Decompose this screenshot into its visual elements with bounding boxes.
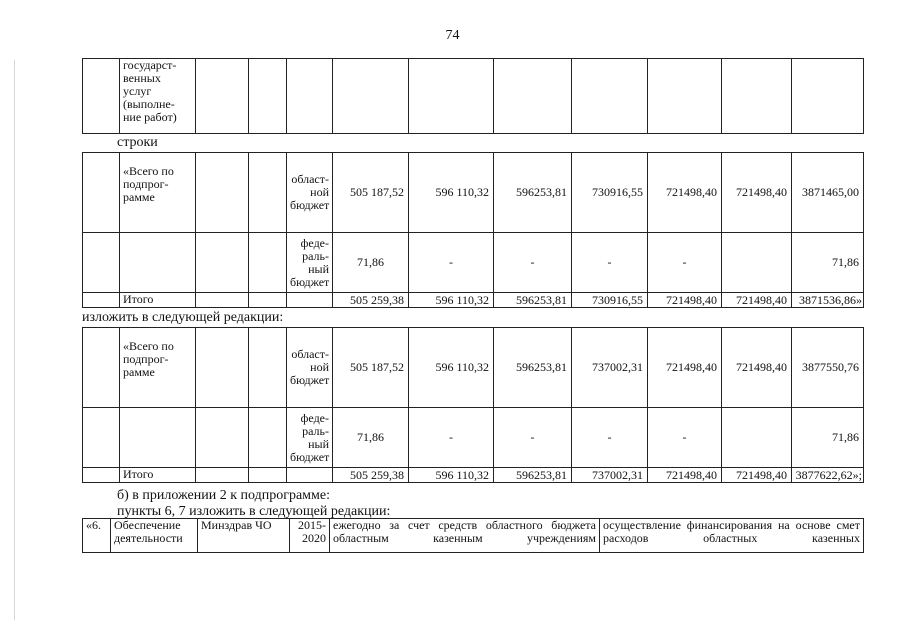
value-cell: 721498,40	[722, 468, 792, 483]
value-cell: 596253,81	[494, 468, 572, 483]
value-cell: 596 110,32	[409, 328, 494, 408]
value-cell: 71,86	[333, 408, 409, 468]
value-cell: 505 259,38	[333, 468, 409, 483]
value-cell	[722, 408, 792, 468]
row-label-total-subprogram: «Всего по подпрог- рамме	[120, 153, 196, 233]
value-cell: 721498,40	[648, 328, 722, 408]
source-regional: област- ной бюджет	[287, 328, 333, 408]
value-cell: 3877550,76	[792, 328, 864, 408]
item-description: осуществление финансирования на основе смет расходов областных казенных	[600, 519, 864, 553]
value-cell: 3871465,00	[792, 153, 864, 233]
value-cell: -	[648, 233, 722, 293]
value-cell: 71,86	[792, 233, 864, 293]
value-cell: 596 110,32	[409, 153, 494, 233]
value-cell: 596253,81	[494, 328, 572, 408]
value-cell: 737002,31	[572, 328, 648, 408]
value-cell: 721498,40	[722, 153, 792, 233]
value-cell: -	[409, 408, 494, 468]
value-cell: 596 110,32	[409, 293, 494, 308]
row-label-itogo: Итого	[120, 293, 196, 308]
item-period: 2015-2020	[290, 519, 330, 553]
value-cell: 505 187,52	[333, 153, 409, 233]
item-executor: Минздрав ЧО	[198, 519, 290, 553]
table-row	[83, 468, 864, 483]
page-number: 74	[445, 28, 460, 43]
value-cell: 71,86	[792, 408, 864, 468]
value-cell: 721498,40	[722, 293, 792, 308]
source-regional: област- ной бюджет	[287, 153, 333, 233]
table-row	[83, 328, 864, 408]
paragraph-b: б) в приложении 2 к подпрограмме:	[117, 488, 330, 503]
label-izlozhit: изложить в следующей редакции:	[82, 310, 284, 325]
value-cell: 721498,40	[722, 328, 792, 408]
value-cell: 730916,55	[572, 153, 648, 233]
value-cell: 737002,31	[572, 468, 648, 483]
value-cell: -	[409, 233, 494, 293]
source-federal: феде- раль- ный бюджет	[287, 233, 333, 293]
table-row	[83, 233, 864, 293]
value-cell: 721498,40	[648, 468, 722, 483]
value-cell: 596 110,32	[409, 468, 494, 483]
value-cell: 3871536,86»	[792, 293, 864, 308]
item-funding: ежегодно за счет средств областного бюджета областным казенным учреждениям	[330, 519, 600, 553]
table-row	[83, 408, 864, 468]
value-cell: 505 187,52	[333, 328, 409, 408]
value-cell: 721498,40	[648, 293, 722, 308]
value-cell: -	[572, 408, 648, 468]
value-cell: 730916,55	[572, 293, 648, 308]
value-cell: 596253,81	[494, 153, 572, 233]
label-stroki: строки	[117, 135, 158, 150]
budget-table-old	[82, 152, 864, 308]
value-cell: 3877622,62»;	[792, 468, 864, 483]
scan-margin-line	[14, 60, 15, 620]
source-federal: феде- раль- ный бюджет	[287, 408, 333, 468]
row-label-itogo: Итого	[120, 468, 196, 483]
top-table	[82, 58, 864, 134]
value-cell: 596253,81	[494, 293, 572, 308]
table-row	[83, 293, 864, 308]
value-cell: 505 259,38	[333, 293, 409, 308]
item-title: Обеспечение деятельности	[111, 519, 198, 553]
budget-table-new	[82, 327, 864, 483]
value-cell: -	[494, 233, 572, 293]
value-cell: -	[648, 408, 722, 468]
item-number: «6.	[83, 519, 111, 553]
value-cell: -	[572, 233, 648, 293]
bottom-table	[82, 518, 864, 553]
row-label-total-subprogram: «Всего по подпрог- рамме	[120, 328, 196, 408]
paragraph-points: пункты 6, 7 изложить в следующей редакции:	[117, 504, 391, 519]
table-row	[83, 153, 864, 233]
value-cell	[722, 233, 792, 293]
services-cell: государст- венных услуг (выполне- ние работ)	[120, 59, 196, 134]
value-cell: 71,86	[333, 233, 409, 293]
value-cell: 721498,40	[648, 153, 722, 233]
value-cell: -	[494, 408, 572, 468]
